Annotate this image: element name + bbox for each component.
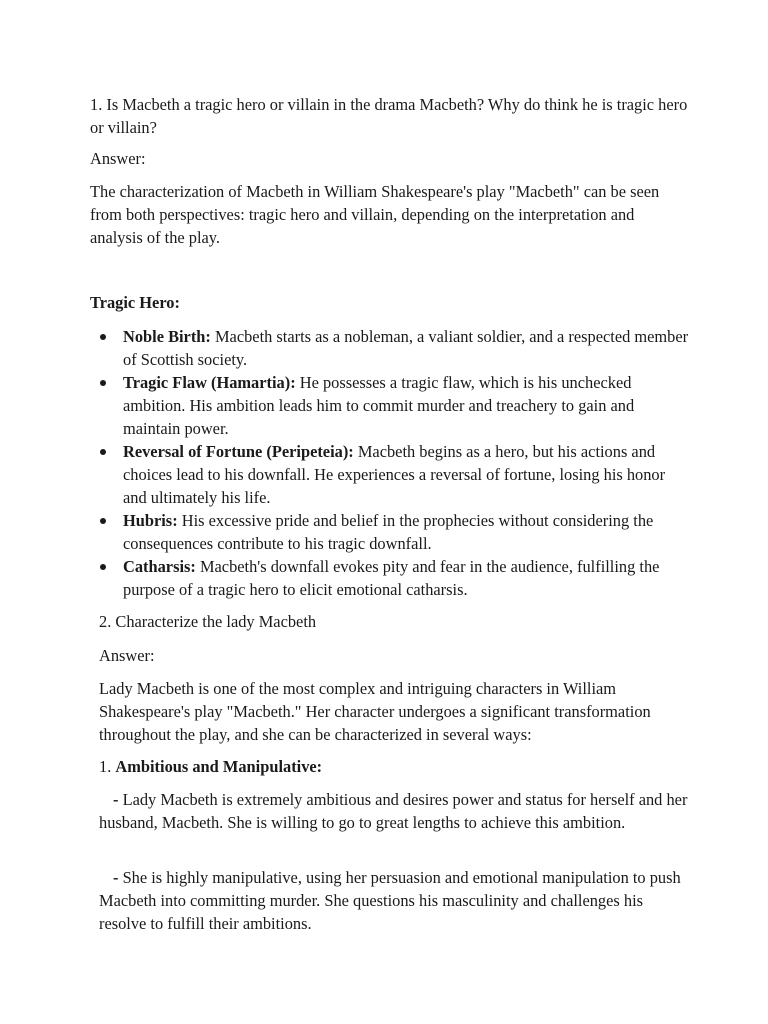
bullet-icon xyxy=(100,564,106,570)
bullet-term: Hubris: xyxy=(123,511,178,530)
dash-marker: - xyxy=(113,868,123,887)
bullet-term: Catharsis: xyxy=(123,557,196,576)
list-item xyxy=(90,440,690,509)
paragraph-text: Lady Macbeth is extremely ambitious and desires power and status for herself and her husband, Macbeth. She is willing to go to great lengths to achieve this ambition. xyxy=(99,790,688,832)
paragraph-text: She is highly manipulative, using her persuasion and emotional manipulation to push Macbeth into committing murder. She questions his masculinity and challenges his resolve to fulfill their ambitions. xyxy=(99,868,681,933)
question-2: 2. Characterize the lady Macbeth xyxy=(99,612,317,631)
tragic-hero-list xyxy=(90,325,690,601)
question-1: 1. Is Macbeth a tragic hero or villain in the drama Macbeth? Why do think he is tragic hero or villain? xyxy=(90,95,688,137)
list-item xyxy=(90,555,690,601)
answer-2-intro: Lady Macbeth is one of the most complex and intriguing characters in William Shakespeare's play "Macbeth." Her character undergoes a significant transformation throughout the play, and she can be characterized in several ways: xyxy=(99,679,651,744)
bullet-text: Macbeth begins as a hero, but his actions and choices lead to his downfall. He experiences a reversal of fortune, losing his honor and ultimately his life. xyxy=(123,442,666,507)
bullet-text: His excessive pride and belief in the prophecies without considering the consequences contribute to his tragic downfall. xyxy=(123,511,654,553)
answer-1-intro: The characterization of Macbeth in William Shakespeare's play "Macbeth" can be seen from both perspectives: tragic hero and villain, depending on the interpretation and analysis of the play. xyxy=(90,182,660,247)
point-number: 1. xyxy=(99,757,116,776)
list-item xyxy=(90,371,690,440)
point-term: Ambitious and Manipulative: xyxy=(115,757,323,776)
bullet-text: Macbeth starts as a nobleman, a valiant soldier, and a respected member of Scottish society. xyxy=(123,327,689,369)
tragic-hero-heading: Tragic Hero: xyxy=(90,293,180,312)
dash-marker: - xyxy=(113,790,123,809)
list-item xyxy=(90,509,690,555)
bullet-term: Tragic Flaw (Hamartia): xyxy=(123,373,296,392)
answer-label-2: Answer: xyxy=(99,646,155,665)
point-1-paragraph-1 xyxy=(99,788,689,834)
bullet-icon xyxy=(100,518,106,524)
bullet-text: Macbeth's downfall evokes pity and fear in the audience, fulfilling the purpose of a tragic hero to elicit emotional catharsis. xyxy=(123,557,660,599)
list-item xyxy=(90,325,690,371)
bullet-icon xyxy=(100,380,106,386)
bullet-text: He possesses a tragic flaw, which is his unchecked ambition. His ambition leads him to commit murder and treachery to gain and maintain power. xyxy=(123,373,635,438)
bullet-term: Noble Birth: xyxy=(123,327,211,346)
bullet-icon xyxy=(100,449,106,455)
bullet-term: Reversal of Fortune (Peripeteia): xyxy=(123,442,354,461)
bullet-icon xyxy=(100,334,106,340)
point-1-paragraph-2 xyxy=(99,866,689,935)
answer-label-1: Answer: xyxy=(90,149,146,168)
point-1-heading xyxy=(99,755,699,778)
